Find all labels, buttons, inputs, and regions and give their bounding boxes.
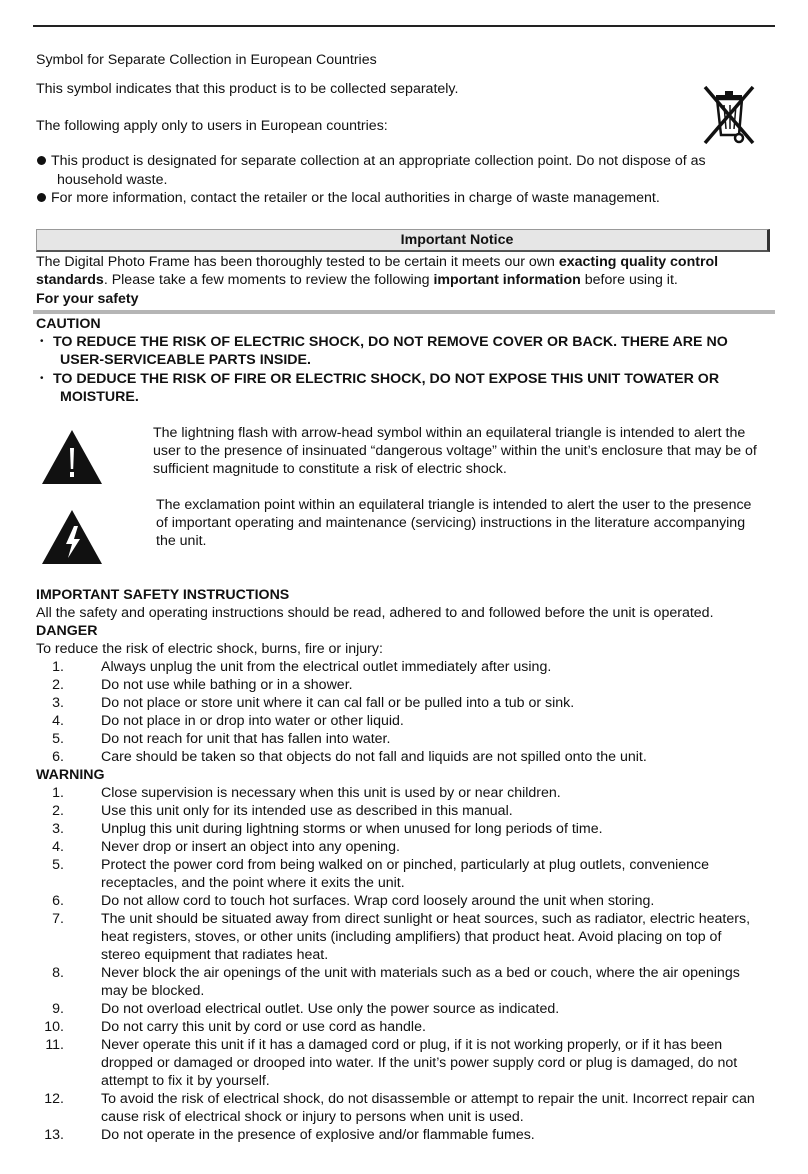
- warning-item-number: 3.: [52, 821, 64, 837]
- danger-heading: DANGER: [36, 623, 98, 639]
- warning-item-text: Do not allow cord to touch hot surfaces. Wrap cord loosely around the unit when storing.: [101, 893, 655, 909]
- danger-item-number: 5.: [52, 731, 64, 747]
- lightning-triangle-icon: [40, 508, 104, 566]
- warning-item-number: 2.: [52, 803, 64, 819]
- exclamation-triangle-icon: [40, 428, 104, 486]
- caution-bullet-2-line-2: MOISTURE.: [60, 389, 139, 405]
- warning-item-text: Do not overload electrical outlet. Use only the power source as indicated.: [101, 1001, 560, 1017]
- warning-item-number: 4.: [52, 839, 64, 855]
- warning-item-number: 9.: [52, 1001, 64, 1017]
- danger-item-text: Always unplug the unit from the electrical outlet immediately after using.: [101, 659, 552, 675]
- bullet-icon: [37, 193, 46, 202]
- warning-item-number: 13.: [44, 1127, 64, 1143]
- danger-item-number: 2.: [52, 677, 64, 693]
- notice-text-line-2: standards. Please take a few moments to review the following important information before using it.: [36, 272, 678, 288]
- danger-item-text: Do not reach for unit that has fallen into water.: [101, 731, 391, 747]
- warning-item-text: attempt to fix it by yourself.: [101, 1073, 270, 1089]
- warning-item-text: heat registers, stoves, or other units (including amplifiers) that product heat. Avoid placing on top of: [101, 929, 722, 945]
- caution-bullet-1-marker: •: [40, 336, 44, 347]
- warning-item-text: stereo equipment that radiates heat.: [101, 947, 329, 963]
- warning-item-text: To avoid the risk of electrical shock, do not disassemble or attempt to repair the unit. Incorrect repair can: [101, 1091, 755, 1107]
- danger-intro: To reduce the risk of electric shock, burns, fire or injury:: [36, 641, 383, 657]
- section-divider: [33, 310, 775, 314]
- warning-item-number: 11.: [45, 1037, 64, 1053]
- weee-title: Symbol for Separate Collection in European Countries: [36, 52, 377, 68]
- warning-item-number: 6.: [52, 893, 64, 909]
- symbol-1-text-line-2: user to the presence of insinuated “dangerous voltage” within the unit’s enclosure that may be of: [153, 443, 757, 459]
- warning-item-text: Use this unit only for its intended use as described in this manual.: [101, 803, 513, 819]
- warning-item-text: Never drop or insert an object into any opening.: [101, 839, 400, 855]
- caution-bullet-2-line-1: TO DEDUCE THE RISK OF FIRE OR ELECTRIC SHOCK, DO NOT EXPOSE THIS UNIT TOWATER OR: [53, 371, 720, 387]
- symbol-1-text-line-1: The lightning flash with arrow-head symbol within an equilateral triangle is intended to alert the: [153, 425, 746, 441]
- danger-item-number: 6.: [52, 749, 64, 765]
- warning-item-text: Do not operate in the presence of explosive and/or flammable fumes.: [101, 1127, 535, 1143]
- warning-item-number: 12.: [44, 1091, 64, 1107]
- warning-item-text: may be blocked.: [101, 983, 205, 999]
- bullet-icon: [37, 156, 46, 165]
- warning-item-number: 10.: [44, 1019, 64, 1035]
- warning-item-text: receptacles, and the point where it exits the unit.: [101, 875, 405, 891]
- caution-bullet-2-marker: •: [40, 373, 44, 384]
- safety-heading: For your safety: [36, 291, 139, 307]
- symbol-2-text-line-1: The exclamation point within an equilateral triangle is intended to alert the user to the presence: [156, 497, 752, 513]
- warning-item-text: cause risk of electrical shock or injury to persons when unit is used.: [101, 1109, 524, 1125]
- weee-bullet-1-line-2: household waste.: [57, 172, 168, 188]
- danger-item-text: Do not use while bathing or in a shower.: [101, 677, 353, 693]
- weee-bullet-2: For more information, contact the retailer or the local authorities in charge of waste management.: [51, 190, 660, 206]
- warning-item-number: 7.: [52, 911, 64, 927]
- instructions-heading: IMPORTANT SAFETY INSTRUCTIONS: [36, 587, 290, 603]
- warning-item-text: Protect the power cord from being walked on or pinched, particularly at plug outlets, convenience: [101, 857, 710, 873]
- danger-item-number: 4.: [52, 713, 64, 729]
- warning-item-text: dropped or damaged or drooped into water. If the unit’s power supply cord or plug is damaged, do not: [101, 1055, 738, 1071]
- caution-bullet-1-line-1: TO REDUCE THE RISK OF ELECTRIC SHOCK, DO NOT REMOVE COVER OR BACK. THERE ARE NO: [53, 334, 728, 350]
- danger-item-text: Care should be taken so that objects do not fall and liquids are not spilled onto the unit.: [101, 749, 647, 765]
- important-notice-title: Important Notice: [400, 232, 514, 248]
- important-notice-bar: [36, 229, 770, 252]
- warning-item-text: Close supervision is necessary when this unit is used by or near children.: [101, 785, 561, 801]
- warning-heading: WARNING: [36, 767, 105, 783]
- symbol-1-text-line-3: sufficient magnitude to constitute a risk of electric shock.: [153, 461, 507, 477]
- danger-item-text: Do not place in or drop into water or other liquid.: [101, 713, 404, 729]
- warning-item-number: 5.: [52, 857, 64, 873]
- symbol-2-text-line-2: of important operating and maintenance (servicing) instructions in the literature accompanying: [156, 515, 746, 531]
- warning-item-text: The unit should be situated away from direct sunlight or heat sources, such as radiator, electric heaters,: [101, 911, 751, 927]
- caution-bullet-1-line-2: USER-SERVICEABLE PARTS INSIDE.: [60, 352, 311, 368]
- weee-line-1: This symbol indicates that this product is to be collected separately.: [36, 81, 459, 97]
- warning-item-text: Unplug this unit during lightning storms or when unused for long periods of time.: [101, 821, 603, 837]
- crossed-out-wheelie-bin-icon: [699, 83, 759, 149]
- top-rule: [33, 25, 775, 27]
- warning-item-number: 8.: [52, 965, 64, 981]
- warning-item-number: 1.: [52, 785, 64, 801]
- symbol-2-text-line-3: the unit.: [156, 533, 207, 549]
- danger-item-number: 3.: [52, 695, 64, 711]
- weee-line-2: The following apply only to users in European countries:: [36, 118, 388, 134]
- danger-item-text: Do not place or store unit where it can cal fall or be pulled into a tub or sink.: [101, 695, 575, 711]
- warning-item-text: Never block the air openings of the unit with materials such as a bed or couch, where the air openings: [101, 965, 740, 981]
- danger-item-number: 1.: [52, 659, 64, 675]
- weee-bullet-1-line-1: This product is designated for separate collection at an appropriate collection point. Do not dispose of as: [51, 153, 706, 169]
- caution-heading: CAUTION: [36, 316, 101, 332]
- instructions-intro: All the safety and operating instructions should be read, adhered to and followed before the unit is operated.: [36, 605, 714, 621]
- warning-item-text: Do not carry this unit by cord or use cord as handle.: [101, 1019, 426, 1035]
- notice-text-line-1: The Digital Photo Frame has been thoroughly tested to be certain it meets our own exacting quality control: [36, 254, 719, 270]
- warning-item-text: Never operate this unit if it has a damaged cord or plug, if it is not working properly, or if it has been: [101, 1037, 723, 1053]
